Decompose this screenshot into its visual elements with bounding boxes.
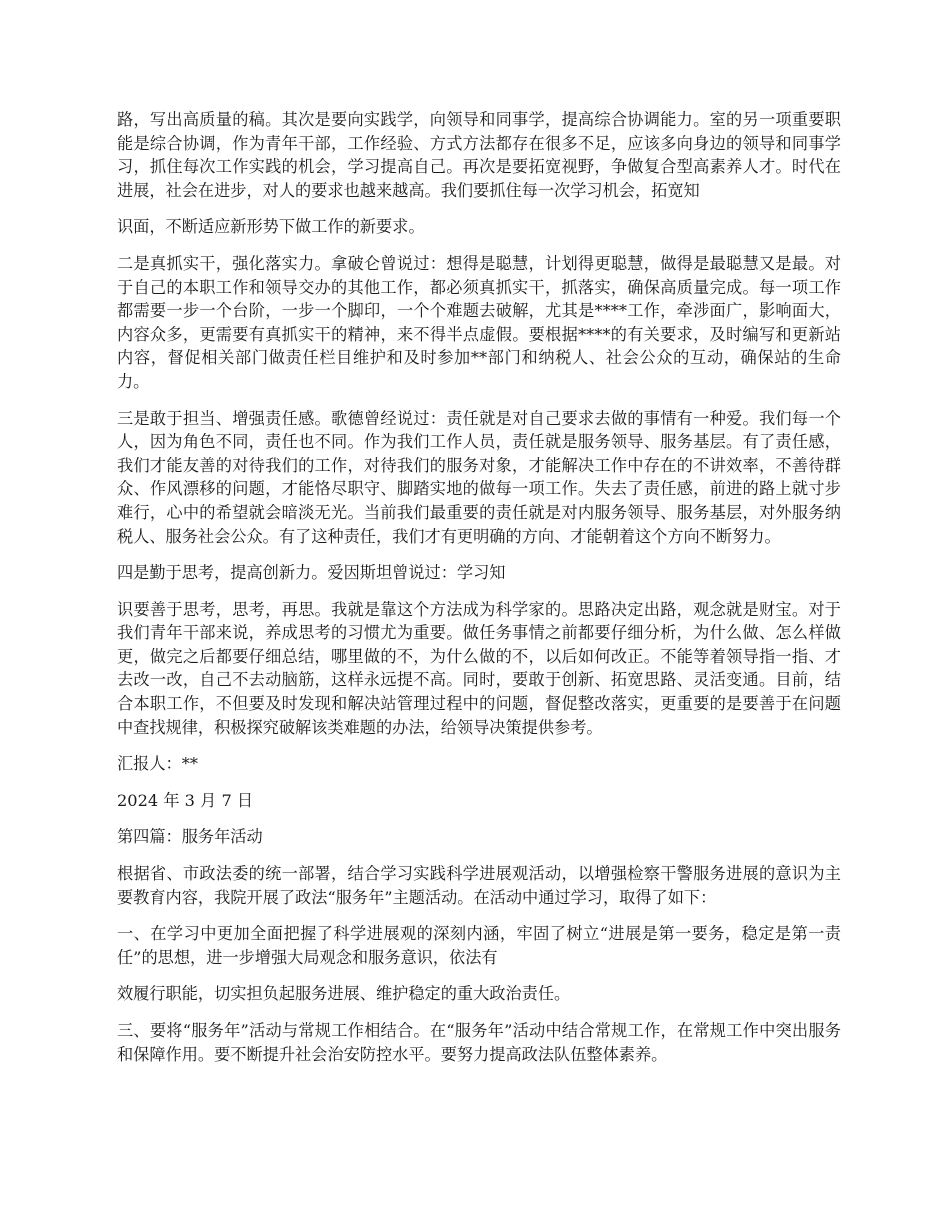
paragraph-item-three: 三、要将“服务年”活动与常规工作相结合。在“服务年”活动中结合常规工作，在常规工作中突出服务和保障作用。要不断提升社会治安防控水平。要努力提高政法队伍整体素养。: [117, 1021, 841, 1064]
paragraph-continuation-duty: 效履行职能，切实担负起服务进展、维护稳定的重大政治责任。: [117, 984, 571, 1004]
paragraph-point-four: 四是勤于思考，提高创新力。爱因斯坦曾说过：学习知: [117, 563, 506, 583]
reporter-line: 汇报人：**: [117, 754, 198, 774]
paragraph-point-two: 二是真抓实干，强化落实力。拿破仑曾说过：想得是聪慧，计划得更聪慧，做得是最聪慧又是最。对于自己的本职工作和领导交办的其他工作，都必须真抓实干，抓落实，确保高质量完成。每一项工作都需要一步一个台阶，一步一个脚印，一个个难题去破解，尤其是****工作，牵涉面广，影响面大，内容众多，更需要有真抓实干的精神，来不得半点虚假。要根据****的有关要求，及时编写和更新站内容，督促相关部门做责任栏目维护和及时参加**部门和纳税人、社会公众的互动，确保站的生命力。: [117, 253, 841, 391]
paragraph-item-one: 一、在学习中更加全面把握了科学进展观的深刻内涵，牢固了树立“进展是第一要务，稳定是第一责任”的思想，进一步增强大局观念和服务意识，依法有: [117, 924, 841, 967]
paragraph-continuation-knowledge: 识面，不断适应新形势下做工作的新要求。: [117, 217, 425, 237]
section-heading: 第四篇：服务年活动: [117, 827, 263, 847]
document-body: [117, 108, 841, 1079]
date-line: 2024 年 3 月 7 日: [117, 790, 254, 810]
paragraph-point-three: 三是敢于担当、增强责任感。歌德曾经说过：责任就是对自己要求去做的事情有一种爱。我们每一个人，因为角色不同，责任也不同。作为我们工作人员，责任就是服务领导、服务基层。有了责任感，我们才能友善的对待我们的工作，对待我们的服务对象，才能解决工作中存在的不讲效率，不善待群众、作风漂移的问题，才能恪尽职守、脚踏实地的做每一项工作。失去了责任感，前进的路上就寸步难行，心中的希望就会暗淡无光。当前我们最重要的责任就是对内服务领导、服务基层，对外服务纳税人、服务社会公众。有了这种责任，我们才有更明确的方向、才能朝着这个方向不断努力。: [117, 408, 841, 546]
paragraph-continuation-thinking: 识要善于思考，思考，再思。我就是靠这个方法成为科学家的。思路决定出路，观念就是财宝。对于我们青年干部来说，养成思考的习惯尤为重要。做任务事情之前都要仔细分析，为什么做、怎么样做更，做完之后都要仔细总结，哪里做的不，为什么做的不，以后如何改正。不能等着领导指一指、才去改一改，自己不去动脑筋，这样永远提不高。同时，要敢于创新、拓宽思路、灵活变通。目前，结合本职工作，不但要及时发现和解决站管理过程中的问题，督促整改落实，更重要的是要善于在问题中查找规律，积极探究破解该类难题的办法，给领导决策提供参考。: [117, 599, 841, 737]
paragraph-intro: 根据省、市政法委的统一部署，结合学习实践科学进展观活动，以增强检察干警服务进展的意识为主要教育内容，我院开展了政法“服务年”主题活动。在活动中通过学习，取得了如下：: [117, 864, 841, 907]
paragraph-study-practice: 路，写出高质量的稿。其次是要向实践学，向领导和同事学，提高综合协调能力。室的另一项重要职能是综合协调，作为青年干部，工作经验、方式方法都存在很多不足，应该多向身边的领导和同事学习，抓住每次工作实践的机会，学习提高自己。再次是要拓宽视野，争做复合型高素养人才。时代在进展，社会在进步，对人的要求也越来越高。我们要抓住每一次学习机会，拓宽知: [117, 110, 841, 200]
